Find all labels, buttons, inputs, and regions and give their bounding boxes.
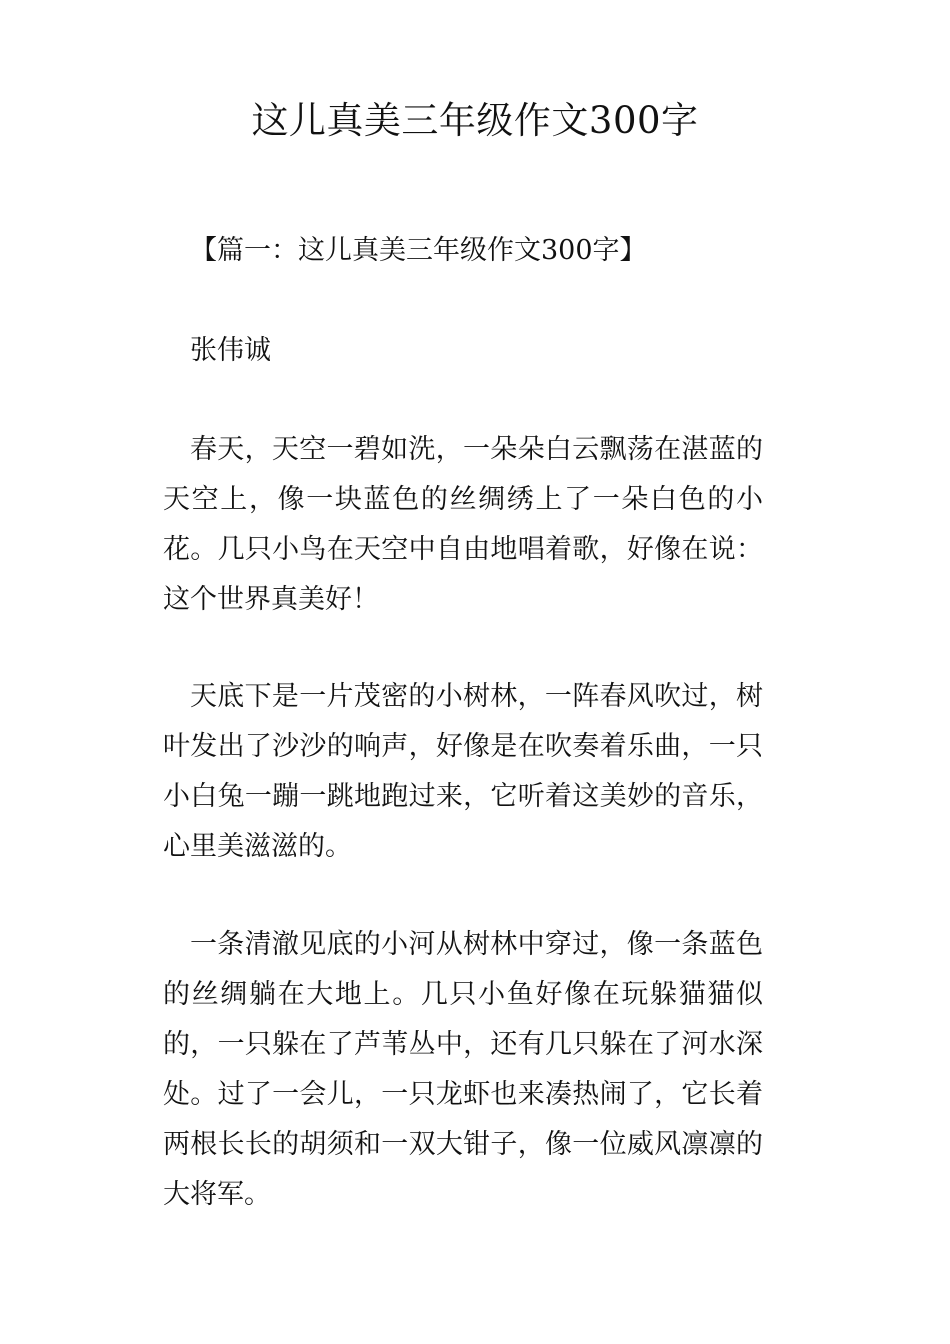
paragraph-3: 一条清澈见底的小河从树林中穿过，像一条蓝色的丝绸躺在大地上。几只小鱼好像在玩躲猫猫似的，一只躲在了芦苇丛中，还有几只躲在了河水深处。过了一会儿，一只龙虾也来凑热闹了，它长着两根长长的胡须和一双大钳子，像一位威风凛凛的大将军。 — [163, 929, 763, 1210]
paragraph-2: 天底下是一片茂密的小树林，一阵春风吹过，树叶发出了沙沙的响声，好像是在吹奏着乐曲，一只小白兔一蹦一跳地跑过来，它听着这美妙的音乐，心里美滋滋的。 — [163, 681, 763, 862]
section-heading: 【篇一：这儿真美三年级作文300字】 — [190, 235, 647, 266]
author-name: 张伟诚 — [190, 335, 271, 366]
document-title: 这儿真美三年级作文300字 — [251, 99, 699, 142]
paragraph-1: 春天，天空一碧如洗，一朵朵白云飘荡在湛蓝的天空上，像一块蓝色的丝绸绣上了一朵白色的小花。几只小鸟在天空中自由地唱着歌，好像在说：这个世界真美好！ — [163, 434, 763, 615]
